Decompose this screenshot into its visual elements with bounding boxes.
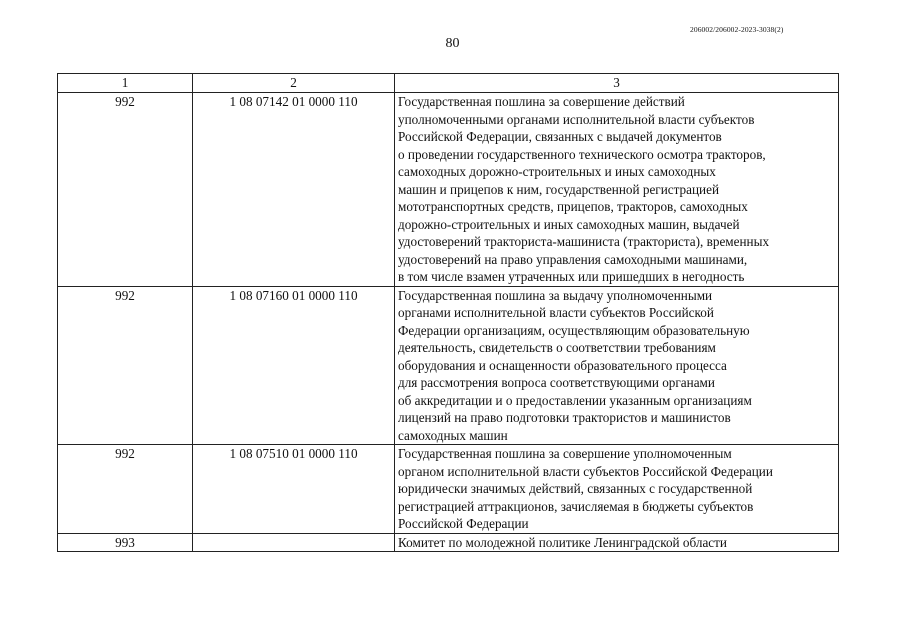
revenue-description-cell: Комитет по молодежной политике Ленинградской области — [395, 533, 839, 552]
admin-code-cell: 992 — [58, 445, 193, 534]
table-row — [58, 286, 839, 445]
revenue-description-cell: Государственная пошлина за совершение действий уполномоченными органами исполнительной власти субъектов Российской Федерации, связанных с выдачей документов о проведении государственного технического осмотра тракторов, самоходных дорожно-строительных и иных самоходных машин и прицепов к ним, государственной регистрацией мототранспортных средств, прицепов, тракторов, самоходных дорожно-строительных и иных самоходных машин, выдачей удостоверений тракториста-машиниста (тракториста), временных удостоверений на право управления самоходными машинами, в том числе взамен утраченных или пришедших в негодность — [395, 93, 839, 287]
page-number: 80 — [445, 36, 460, 51]
admin-code-cell: 993 — [58, 533, 193, 552]
column-header-3: 3 — [395, 74, 839, 93]
revenue-code-cell: 1 08 07142 01 0000 110 — [193, 93, 395, 287]
table-header-row — [58, 74, 839, 93]
admin-code-cell: 992 — [58, 93, 193, 287]
revenue-code-cell: 1 08 07160 01 0000 110 — [193, 286, 395, 445]
table-row — [58, 533, 839, 552]
revenue-description-cell: Государственная пошлина за совершение уполномоченным органом исполнительной власти субъектов Российской Федерации юридически значимых действий, связанных с государственной регистрацией аттракционов, зачисляемая в бюджеты субъектов Российской Федерации — [395, 445, 839, 534]
revenue-description-cell: Государственная пошлина за выдачу уполномоченными органами исполнительной власти субъектов Российской Федерации организациям, осуществляющим образовательную деятельность, свидетельств о соответствии требованиям оборудования и оснащенности образовательного процесса для рассмотрения вопроса соответствующими органами об аккредитации и о предоставлении указанным организациям лицензий на право подготовки трактористов и машинистов самоходных машин — [395, 286, 839, 445]
table-row — [58, 445, 839, 534]
budget-classification-table — [57, 73, 839, 552]
document-id: 206002/206002-2023-3038(2) — [690, 25, 784, 34]
admin-code-cell: 992 — [58, 286, 193, 445]
column-header-2: 2 — [193, 74, 395, 93]
table-row — [58, 93, 839, 287]
column-header-1: 1 — [58, 74, 193, 93]
revenue-code-cell: 1 08 07510 01 0000 110 — [193, 445, 395, 534]
revenue-code-cell — [193, 533, 395, 552]
